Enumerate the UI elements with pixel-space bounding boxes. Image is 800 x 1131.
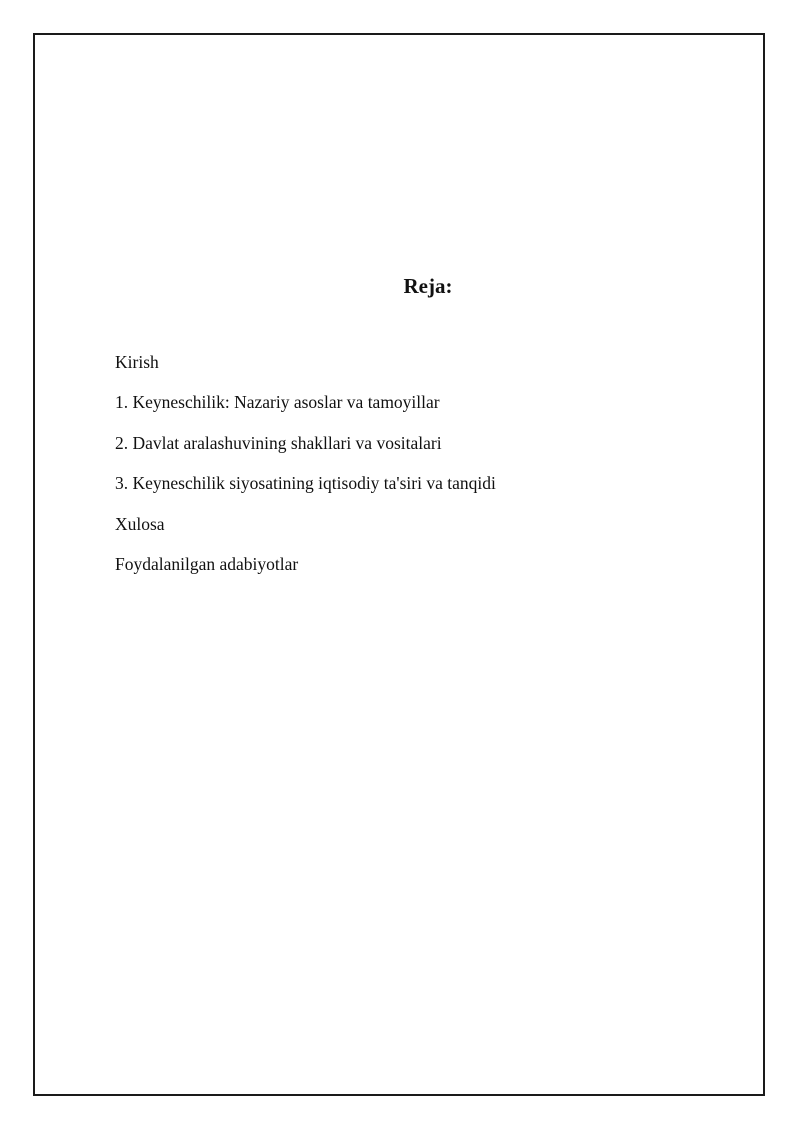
toc-item-introduction: Kirish [115,352,159,372]
toc-item-references: Foydalanilgan adabiyotlar [115,553,299,574]
page-title: Reja: [403,274,453,298]
toc-item-conclusion: Xulosa [115,513,165,534]
toc-item-chapter-2: 2. Davlat aralashuvining shakllari va vositalari [115,432,442,453]
table-of-contents [115,350,496,592]
toc-item-chapter-1: 1. Keyneschilik: Nazariy asoslar va tamoyillar [115,392,440,413]
toc-item-chapter-3: 3. Keyneschilik siyosatining iqtisodiy ta'siri va tanqidi [115,473,496,494]
